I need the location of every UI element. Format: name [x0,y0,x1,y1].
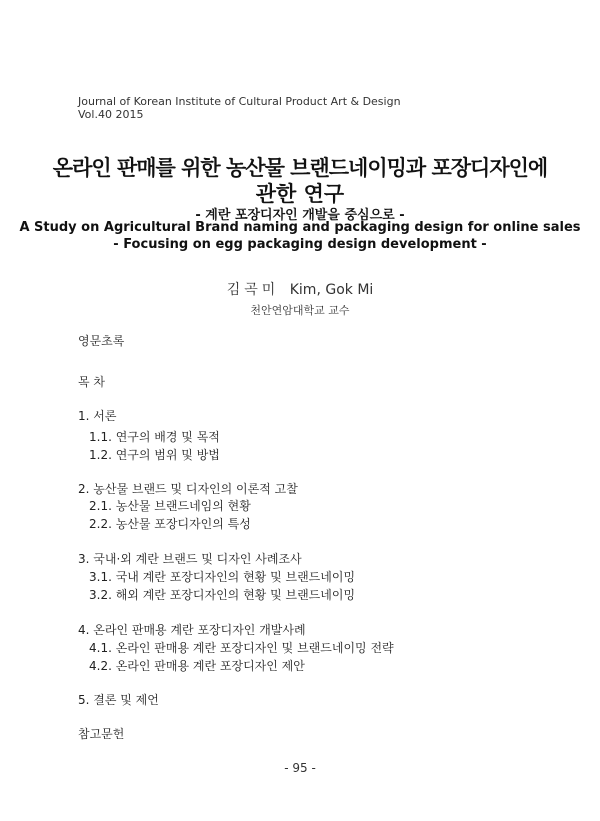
toc-references: 참고문헌 [78,727,125,741]
author-affiliation: 천안연암대학교 교수 [250,304,350,317]
toc-section-2-2: 2.2. 농산물 포장디자인의 특성 [89,517,251,531]
toc-section-1: 1. 서론 [78,409,117,423]
journal-name: Journal of Korean Institute of Cultural Product Art & Design [78,95,401,108]
toc-section-2: 2. 농산물 브랜드 및 디자인의 이론적 고찰 [78,482,298,496]
journal-header [78,95,401,121]
toc-section-3-1: 3.1. 국내 계란 포장디자인의 현황 및 브랜드네이밍 [89,570,356,584]
paper-title-line1: 온라인 판매를 위한 농산물 브랜드네이밍과 포장디자인에 [52,156,548,180]
toc-section-4-2: 4.2. 온라인 판매용 계란 포장디자인 제안 [89,659,305,673]
paper-title-line2: 관한 연구 [255,182,345,206]
toc-section-1-1: 1.1. 연구의 배경 및 목적 [89,430,220,444]
subtitle-english-focus: - Focusing on egg packaging design development - [113,237,487,252]
subtitle-korean: - 계란 포장디자인 개발을 중심으로 - [195,208,405,223]
abstract-heading: 영문초록 [78,334,125,348]
subtitle-english: A Study on Agricultural Brand naming and packaging design for online sales [19,220,581,235]
author-name-english: Kim, Gok Mi [289,282,374,298]
journal-volume: Vol.40 2015 [78,108,144,121]
author-name-korean: 김곡미 [226,282,280,298]
toc-section-3: 3. 국내·외 계란 브랜드 및 디자인 사례조사 [78,552,302,566]
author-line [0,279,600,299]
toc-section-4: 4. 온라인 판매용 계란 포장디자인 개발사례 [78,623,306,637]
toc-section-2-1: 2.1. 농산물 브랜드네임의 현황 [89,499,251,513]
toc-section-5: 5. 결론 및 제언 [78,693,159,707]
toc-section-1-2: 1.2. 연구의 범위 및 방법 [89,448,220,462]
page-number: - 95 - [284,761,316,775]
toc-section-4-1: 4.1. 온라인 판매용 계란 포장디자인 및 브랜드네이밍 전략 [89,641,394,655]
toc-section-3-2: 3.2. 해외 계란 포장디자인의 현황 및 브랜드네이밍 [89,588,356,602]
toc-heading: 목 차 [78,375,105,389]
